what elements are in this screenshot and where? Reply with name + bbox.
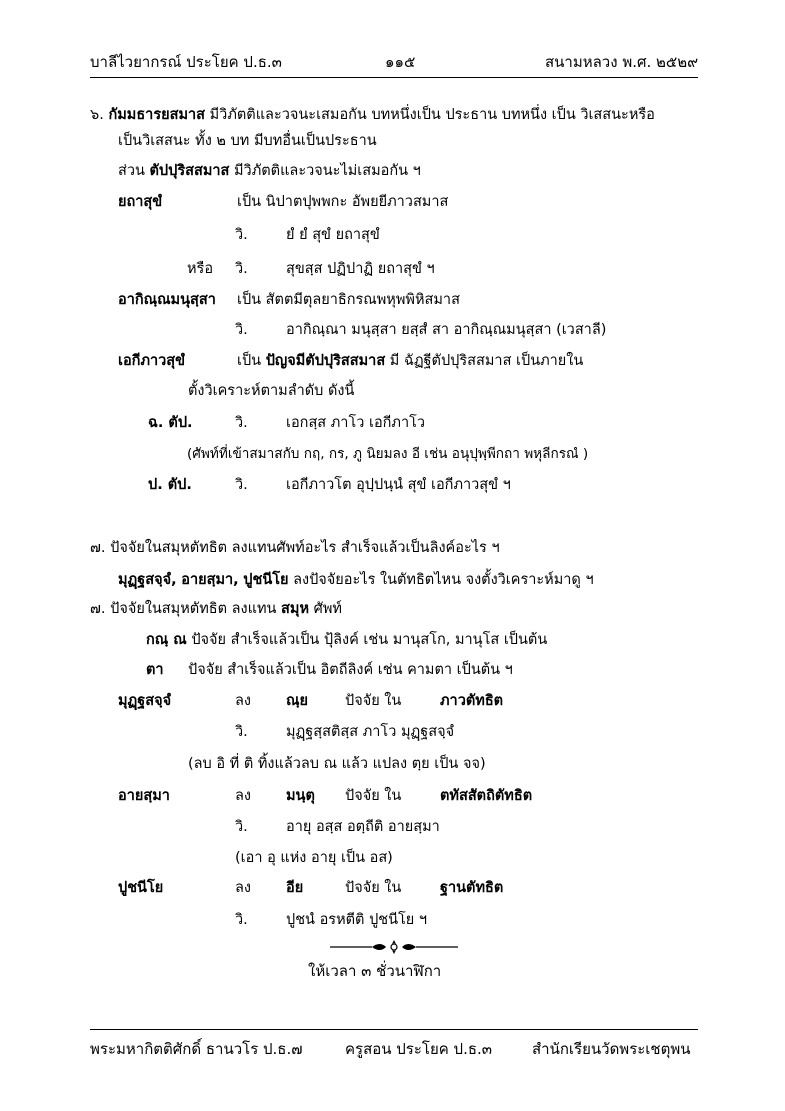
w1-vi-label: วิ. [235,227,248,243]
w2-desc: เป็น สัตตมีตุลยาธิกรณพหุพพิหิสมาส [237,292,460,308]
w1-vi-label-2: วิ. [235,261,248,277]
s6-term-kammadharaya: กัมมธารยสมาส [108,107,206,123]
w1-word: ยถาสุขํ [118,194,163,210]
m3-mid: ปัจจัย ใน [345,880,402,896]
w3-desc-pre: เป็น [237,353,262,369]
w2-vi1: อากิณฺณา มนุสฺสา ยสฺสํ สา อากิณฺณมนุสฺสา (เวสาลี) [286,322,607,338]
w3-b-text: เอกีภาวโต อุปฺปนฺนํ สุขํ เอกีภาวสุขํ ฯ [286,477,511,493]
time-note: ให้เวลา ๓ ชั่วนาฬิกา [308,962,442,980]
s7-answer-post: ศัพท์ [313,601,342,617]
w3-a-text: เอกสฺส ภาโว เอกีภาโว [286,415,426,431]
s7-ta-bold: ตา [146,662,164,678]
m2-taddhita: ตทัสสัตถิตัทธิต [440,788,533,804]
m1-vi-label: วิ. [235,724,248,740]
m3-long: ลง [235,880,251,896]
m3-suffix: อีย [286,880,304,896]
footer-rule [90,1029,698,1030]
m2-vi-text: อายุ อสฺส อตฺถีติ อายสฺมา [286,819,440,835]
s7-q-rest: ลงปัจจัยอะไร ในตัทธิตไหน จงตั้งวิเคราะห์มาดู ฯ [293,572,594,588]
w3-desc [237,351,583,371]
w3-a-label: ฉ. ตัป. [148,415,193,431]
w2-vi-label: วิ. [235,322,248,338]
m2-long: ลง [235,788,251,804]
s7-question-line2 [118,570,594,590]
s7-kan-bold: กณฺ ณ [146,632,187,648]
w1-vi1: ยํ ยํ สุขํ ยถาสุขํ [286,227,380,243]
s6-line3-pre: ส่วน [118,163,145,179]
s7-answer-number: ๗. [90,601,106,617]
s7-question-line1 [90,538,500,558]
header-rule [90,77,698,78]
w3-b-label: ป. ตัป. [148,477,192,493]
m3-vi-label: วิ. [235,912,248,928]
s7-answer-bold: สมุห [281,601,309,617]
m2-note: (เอา อุ แห่ง อายุ เป็น อส) [235,850,393,866]
m1-long: ลง [235,693,251,709]
s6-line1-text: มีวิภัตติและวจนะเสมอกัน บทหนึ่งเป็น ประธาน บทหนึ่ง เป็น วิเสสนะหรือ [209,107,655,123]
m1-mid: ปัจจัย ใน [345,693,402,709]
m2-mid: ปัจจัย ใน [345,788,402,804]
w3-b-vi: วิ. [235,477,248,493]
w3-cont: ตั้งวิเคราะห์ตามลำดับ ดังนี้ [188,383,355,399]
m1-word: มุฏฺฐสจฺจํ [118,693,172,709]
ornament-divider [328,939,460,955]
w2-word: อากิณฺณมนุสฺสา [118,292,216,308]
m2-word: อายสฺมา [118,788,170,804]
m3-word: ปูชนีโย [118,880,164,896]
w3-desc-bold: ปัญจมีตัปปุริสสมาส [265,353,386,369]
page-number: ๑๑๕ [385,53,416,71]
m1-note: (ลบ อิ ที่ ติ ทิ้งแล้วลบ ณ แล้ว แปลง ตฺย เป็น จจ) [188,756,486,772]
m3-vi-text: ปูชนํ อรหตีติ ปูชนีโย ฯ [286,912,428,928]
m1-vi-text: มุฏฺฐสฺสติสฺส ภาโว มุฏฺฐสจฺจํ [286,724,455,740]
w3-word: เอกีภาวสุขํ [118,353,186,369]
s7-kan-text: ปัจจัย สำเร็จแล้วเป็น ปุ้ลิงค์ เช่น มานุสโก, มานุโส เป็นต้น [191,632,548,648]
w1-desc: เป็น นิปาตปุพพกะ อัพยยีภาวสมาส [237,194,449,210]
s7-q-word3: ปูชนีโย [243,572,289,588]
footer-center: ครูสอน ประโยค ป.ธ.๓ [345,1040,493,1058]
s7-q-word1: มุฏฺฐสจฺจํ, [118,572,177,588]
w1-vi2: สุขสฺส ปฏิปาฏิ ยถาสุขํ ฯ [286,261,435,277]
s7-ta-text: ปัจจัย สำเร็จแล้วเป็น อิตถีลิงค์ เช่น คามตา เป็นต้น ฯ [188,662,513,678]
m1-suffix: ณฺย [286,693,308,709]
s6-number: ๖. [90,107,104,123]
s7-number: ๗. [90,540,106,556]
s6-line2: เป็นวิเสสนะ ทั้ง ๒ บท มีบทอื่นเป็นประธาน [118,133,377,149]
w3-note: (ศัพท์ที่เข้าสมาสกับ กฤ, กร, ภู นิยมลง อี เช่น อนุปุพฺพีกถา พหุลีกรณํ ) [187,446,589,462]
footer-right: สำนักเรียนวัดพระเชตุพน [532,1040,691,1058]
w3-a-vi: วิ. [235,415,248,431]
s6-term-tappurisa: ตัปปุริสสมาส [149,163,230,179]
s7-kan-line [146,630,547,650]
s7-answer-pre: ปัจจัยในสมุหตัทธิต ลงแทน [110,601,277,617]
m1-taddhita: ภาวตัทธิต [440,693,504,709]
m3-taddhita: ฐานตัทธิต [440,880,504,896]
s7-q-word2: อายสฺมา, [181,572,239,588]
w3-desc-rest: มี ฉัฏฐีตัปปุริสสมาส เป็นภายใน [389,353,584,369]
w1-or: หรือ [187,261,214,277]
header-left: บาลีไวยากรณ์ ประโยค ป.ธ.๓ [90,53,282,71]
s6-line1 [90,105,655,125]
m2-vi-label: วิ. [235,819,248,835]
header-right: สนามหลวง พ.ศ. ๒๕๒๙ [545,53,699,71]
s7-question-text: ปัจจัยในสมุหตัทธิต ลงแทนศัพท์อะไร สำเร็จแล้วเป็นลิงค์อะไร ฯ [110,540,500,556]
m2-suffix: มนฺตุ [286,788,315,804]
s6-line3 [118,161,421,181]
footer-left: พระมหากิตติศักดิ์ ธานวโร ป.ธ.๗ [90,1040,303,1058]
s6-line3-text: มีวิภัตติและวจนะไม่เสมอกัน ฯ [234,163,421,179]
s7-answer-line1 [90,599,342,619]
